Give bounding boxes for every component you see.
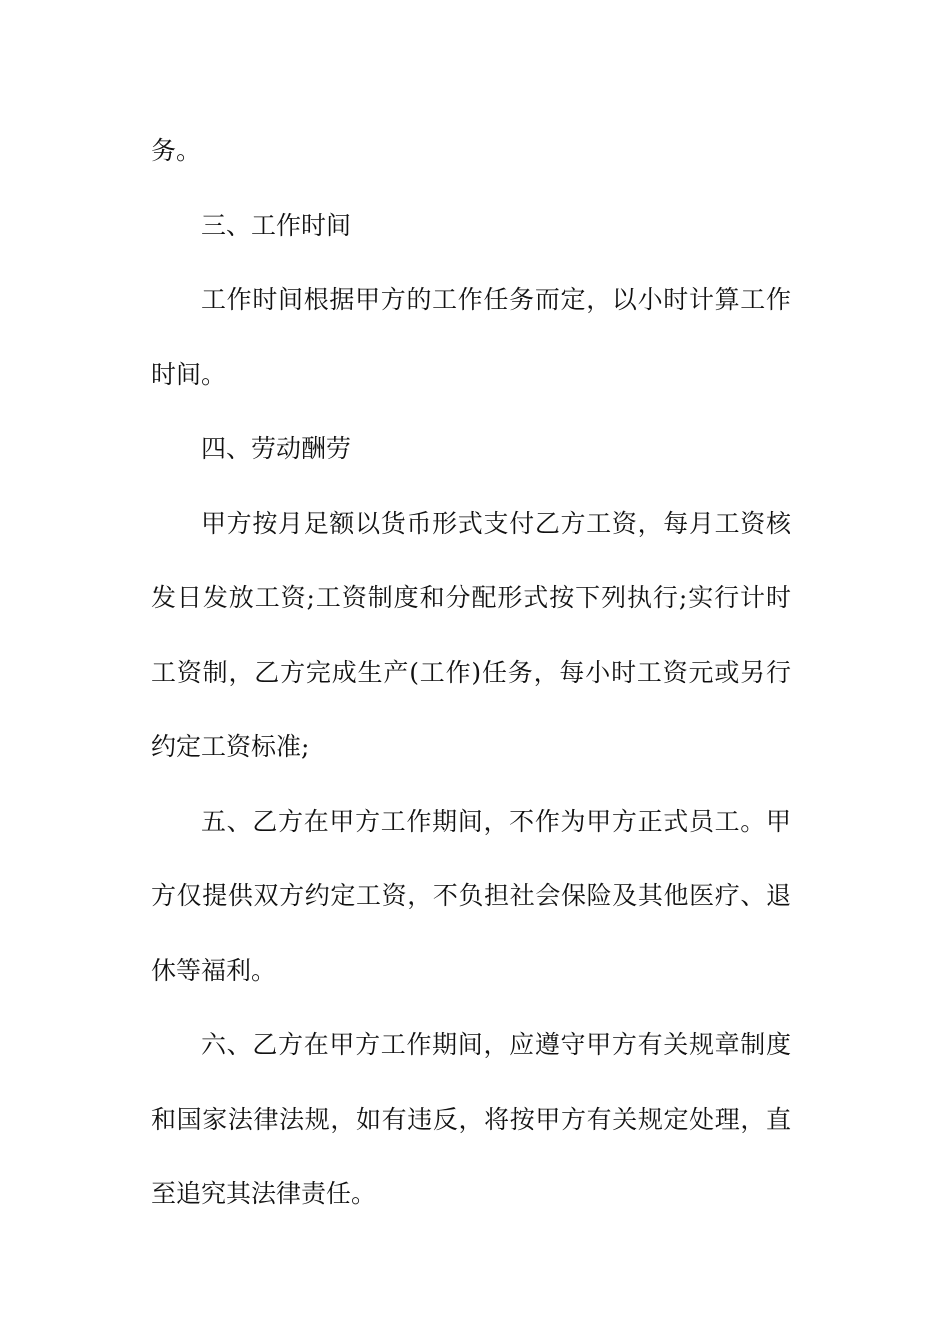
- paragraph-continuation: 务。: [151, 136, 202, 165]
- paragraph-work-hours: 工作时间根据甲方的工作任务而定，以小时计算工作时间。: [151, 285, 791, 389]
- document-body: [151, 114, 791, 1232]
- section-heading-remuneration: 四、劳动酬劳: [201, 434, 352, 463]
- section-heading-work-hours: 三、工作时间: [201, 210, 352, 240]
- paragraph-clause-six: 六、乙方在甲方工作期间，应遵守甲方有关规章制度和国家法律法规，如有违反，将按甲方有关规定处理，直至追究其法律责任。: [151, 1030, 791, 1208]
- paragraph-remuneration: 甲方按月足额以货币形式支付乙方工资，每月工资核发日发放工资;工资制度和分配形式按下列执行;实行计时工资制，乙方完成生产(工作)任务，每小时工资元或另行约定工资标准;: [151, 508, 791, 761]
- paragraph-clause-five: 五、乙方在甲方工作期间，不作为甲方正式员工。甲方仅提供双方约定工资，不负担社会保险及其他医疗、退休等福利。: [151, 806, 791, 985]
